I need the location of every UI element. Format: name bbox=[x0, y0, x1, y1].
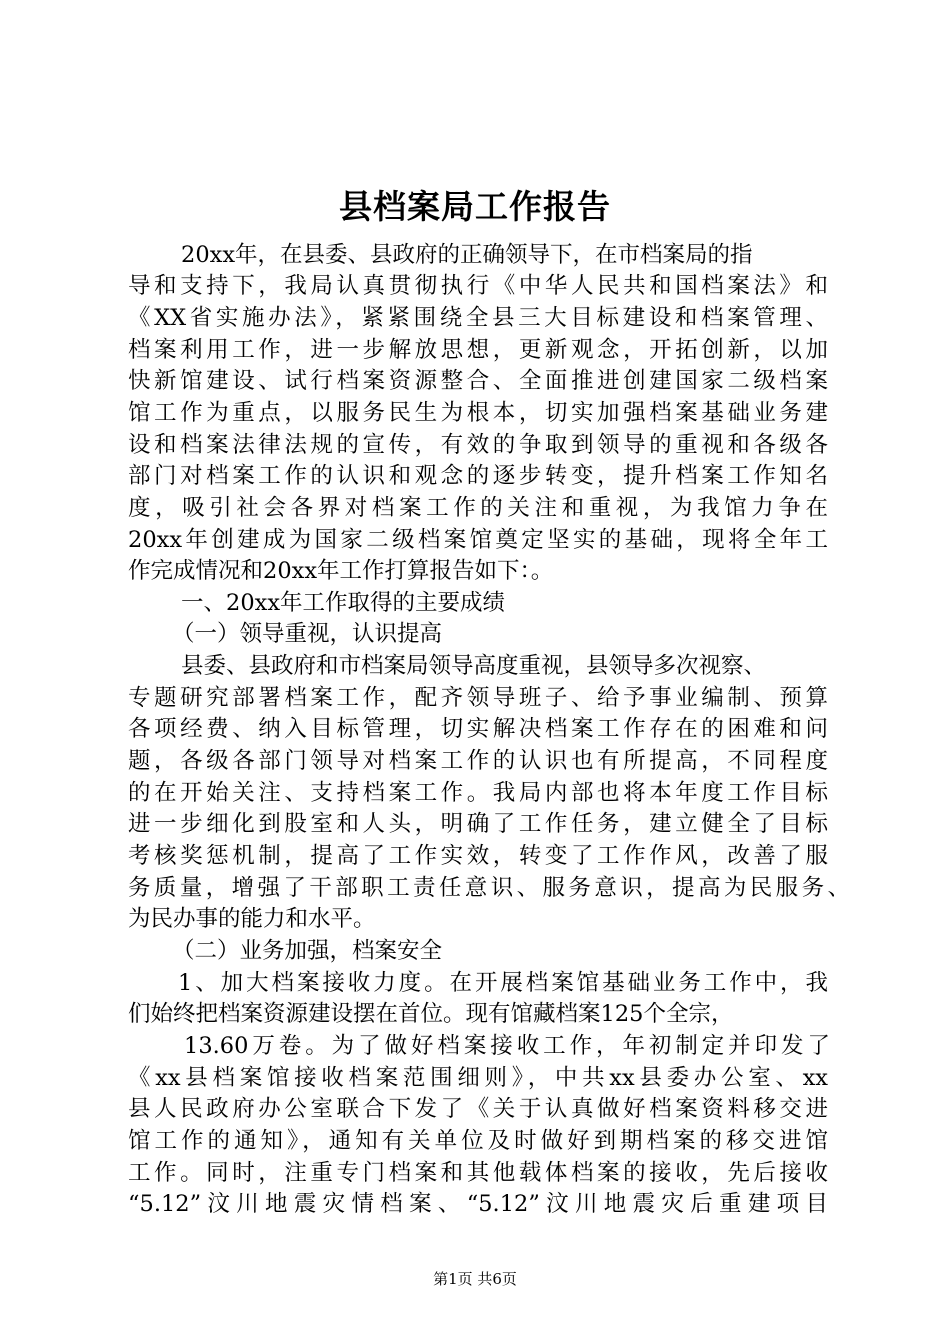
text-line: 20xx年创建成为国家二级档案馆奠定坚实的基础，现将全年工 bbox=[128, 527, 828, 553]
page-number: 第1页 共6页 bbox=[433, 1270, 517, 1288]
text-line: 的在开始关注、支持档案工作。我局内部也将本年度工作目标 bbox=[128, 780, 828, 806]
text-line: 20xx年，在县委、县政府的正确领导下，在市档案局的指 bbox=[181, 242, 753, 268]
text-line: 各项经费、纳入目标管理，切实解决档案工作存在的困难和问 bbox=[128, 716, 828, 742]
text-line: 设和档案法律法规的宣传，有效的争取到领导的重视和各级各 bbox=[128, 432, 828, 458]
text-line: 为民办事的能力和水平。 bbox=[128, 906, 376, 932]
text-line: 县委、县政府和市档案局领导高度重视，县领导多次视察、 bbox=[181, 653, 767, 679]
section-heading: 一、20xx年工作取得的主要成绩 bbox=[181, 590, 506, 616]
text-line: 13.60万卷。为了做好档案接收工作，年初制定并印发了 bbox=[184, 1033, 830, 1059]
text-line: 题，各级各部门领导对档案工作的认识也有所提高，不同程度 bbox=[128, 748, 828, 774]
text-line: 专题研究部署档案工作，配齐领导班子、给予事业编制、预算 bbox=[128, 685, 828, 711]
text-line: 们始终把档案资源建设摆在首位。现有馆藏档案125个全宗， bbox=[128, 1001, 734, 1027]
document-title: 县档案局工作报告 bbox=[339, 187, 611, 226]
text-line: 导和支持下，我局认真贯彻执行《中华人民共和国档案法》和 bbox=[128, 273, 828, 299]
text-line: 务质量，增强了干部职工责任意识、服务意识，提高为民服务、 bbox=[128, 875, 850, 901]
subsection-heading: （二）业务加强，档案安全 bbox=[172, 938, 443, 964]
text-line: 《XX省实施办法》，紧紧围绕全县三大目标建设和档案管理、 bbox=[128, 305, 828, 331]
text-line: 工作。同时，注重专门档案和其他载体档案的接收，先后接收 bbox=[128, 1160, 828, 1186]
text-line: 县人民政府办公室联合下发了《关于认真做好档案资料移交进 bbox=[128, 1096, 828, 1122]
subsection-heading: （一）领导重视，认识提高 bbox=[172, 621, 443, 647]
text-line: 进一步细化到股室和人头，明确了工作任务，建立健全了目标 bbox=[128, 811, 828, 837]
text-line: 考核奖惩机制，提高了工作实效，转变了工作作风，改善了服 bbox=[128, 843, 828, 869]
text-line: 《xx县档案馆接收档案范围细则》，中共xx县委办公室、xx bbox=[128, 1065, 828, 1091]
text-line: 档案利用工作，进一步解放思想，更新观念，开拓创新，以加 bbox=[128, 337, 828, 363]
text-line: 作完成情况和20xx年工作打算报告如下：。 bbox=[128, 558, 554, 584]
text-line: 快新馆建设、试行档案资源整合、全面推进创建国家二级档案 bbox=[128, 368, 828, 394]
text-line: 部门对档案工作的认识和观念的逐步转变，提升档案工作知名 bbox=[128, 463, 828, 489]
text-line: 馆工作为重点，以服务民生为根本，切实加强档案基础业务建 bbox=[128, 400, 828, 426]
text-line: 度，吸引社会各界对档案工作的关注和重视，为我馆力争在 bbox=[128, 495, 828, 521]
text-line: 1、加大档案接收力度。在开展档案馆基础业务工作中，我 bbox=[178, 970, 828, 996]
text-line: “5.12”汶川地震灾情档案、“5.12”汶川地震灾后重建项目 bbox=[128, 1191, 828, 1217]
text-line: 馆工作的通知》，通知有关单位及时做好到期档案的移交进馆 bbox=[128, 1128, 828, 1154]
